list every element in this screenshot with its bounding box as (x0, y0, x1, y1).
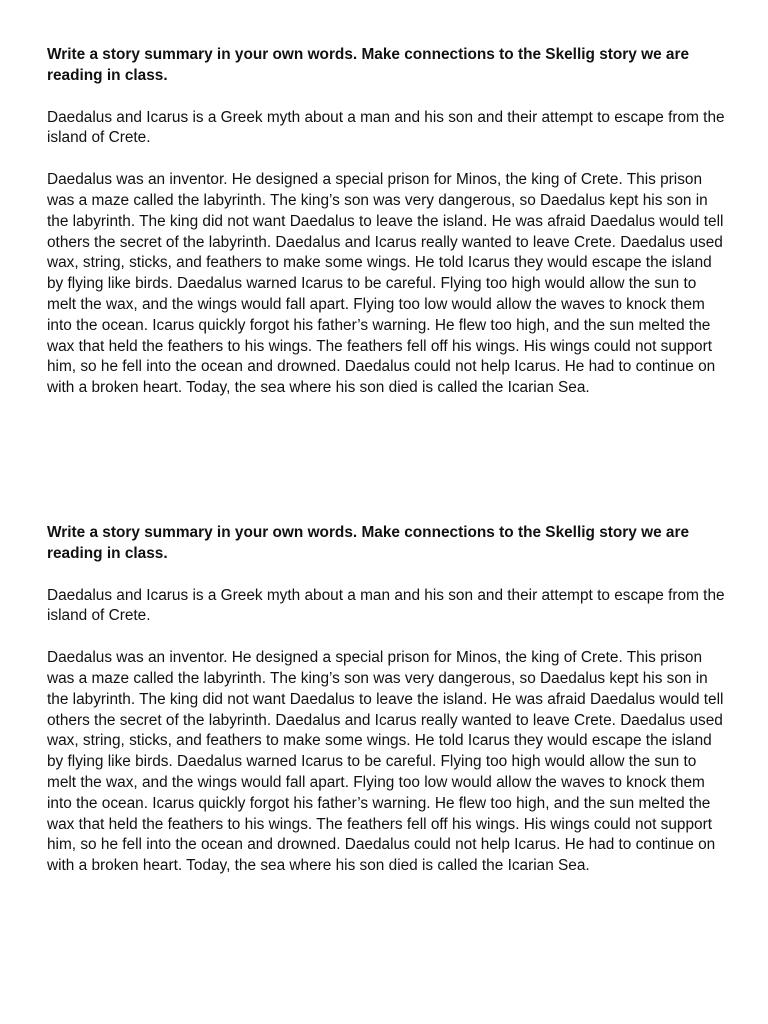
intro-paragraph: Daedalus and Icarus is a Greek myth about a man and his son and their attempt to escape from the island of Crete. (47, 586, 725, 625)
summary-paragraph: Daedalus was an inventor. He designed a special prison for Minos, the king of Crete. This prison was a maze called the labyrinth. The king’s son was very dangerous, so Daedalus kept his son in the labyrinth. The king did not want Daedalus to leave the island. He was afraid Daedalus would tell others the secret of the labyrinth. Daedalus and Icarus really wanted to leave Crete. Daedalus used wax, string, sticks, and feathers to make some wings. He told Icarus they would escape the island by flying like birds. Daedalus warned Icarus to be careful. Flying too high would allow the sun to melt the wax, and the wings would fall apart. Flying too low would allow the waves to knock them into the ocean. Icarus quickly forgot his father’s warning. He flew too high, and the sun melted the wax that held the feathers to his wings. The feathers fell off his wings. His wings could not support him, so he fell into the ocean and drowned. Daedalus could not help Icarus. He had to continue on with a broken heart. Today, the sea where his son died is called the Icarian Sea. (47, 649, 724, 875)
assignment-prompt: Write a story summary in your own words. Make connections to the Skellig story we are reading in class. (47, 524, 690, 562)
worksheet-section-1 (47, 45, 727, 399)
summary-paragraph: Daedalus was an inventor. He designed a special prison for Minos, the king of Crete. This prison was a maze called the labyrinth. The king’s son was very dangerous, so Daedalus kept his son in the labyrinth. The king did not want Daedalus to leave the island. He was afraid Daedalus would tell others the secret of the labyrinth. Daedalus and Icarus really wanted to leave Crete. Daedalus used wax, string, sticks, and feathers to make some wings. He told Icarus they would escape the island by flying like birds. Daedalus warned Icarus to be careful. Flying too high would allow the sun to melt the wax, and the wings would fall apart. Flying too low would allow the waves to knock them into the ocean. Icarus quickly forgot his father’s warning. He flew too high, and the sun melted the wax that held the feathers to his wings. The feathers fell off his wings. His wings could not support him, so he fell into the ocean and drowned. Daedalus could not help Icarus. He had to continue on with a broken heart. Today, the sea where his son died is called the Icarian Sea. (47, 171, 724, 397)
intro-paragraph: Daedalus and Icarus is a Greek myth about a man and his son and their attempt to escape from the island of Crete. (47, 108, 725, 147)
worksheet-section-2 (47, 523, 727, 877)
assignment-prompt: Write a story summary in your own words. Make connections to the Skellig story we are reading in class. (47, 46, 690, 84)
